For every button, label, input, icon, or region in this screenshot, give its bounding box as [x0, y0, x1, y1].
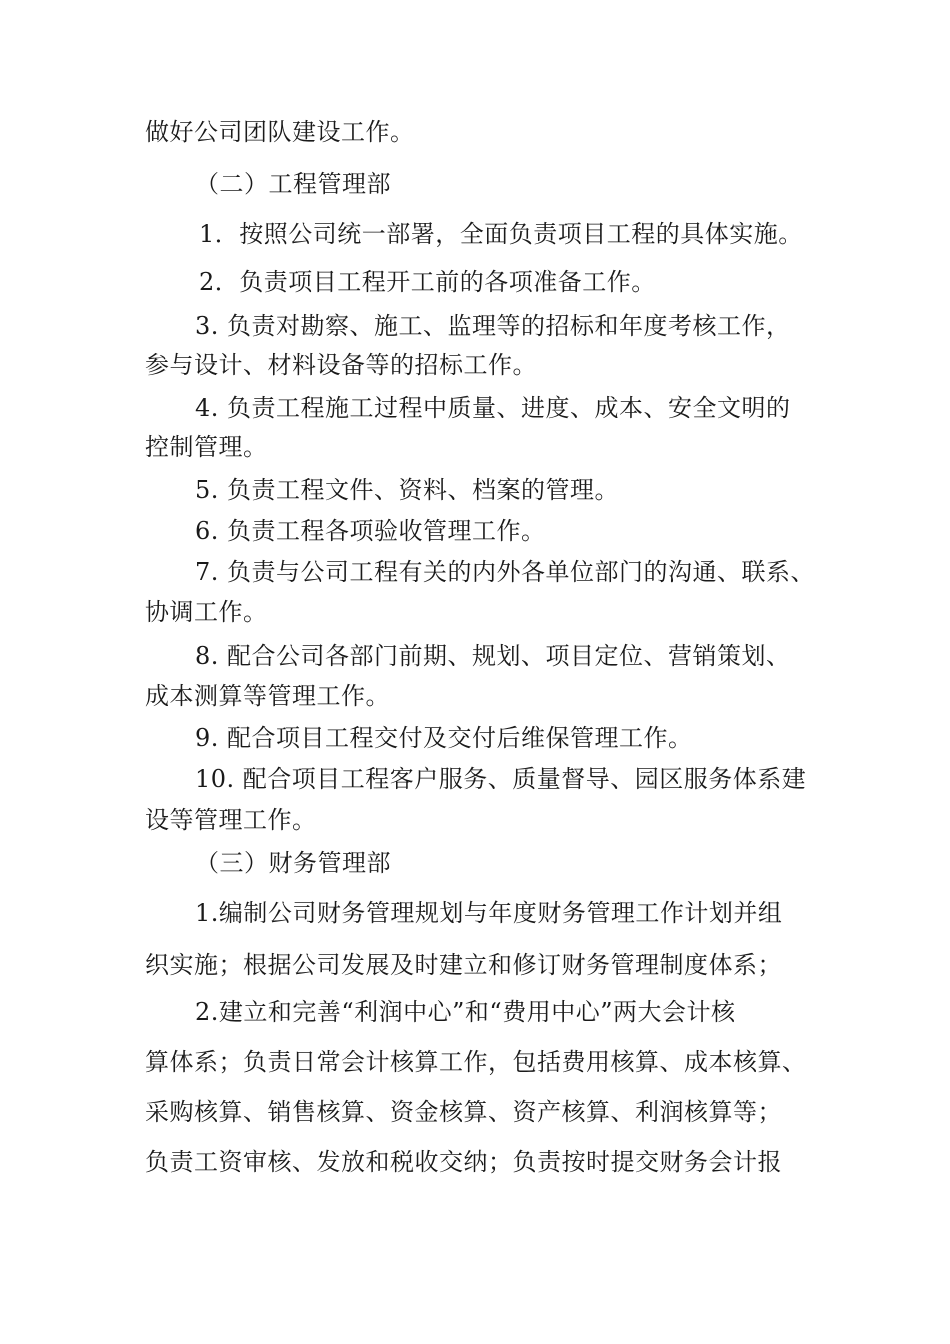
text-line: 1.编制公司财务管理规划与年度财务管理工作计划并组: [195, 899, 783, 927]
text-line: 8. 配合公司各部门前期、规划、项目定位、营销策划、: [195, 642, 791, 670]
text-line: 负责工资审核、发放和税收交纳；负责按时提交财务会计报: [145, 1148, 782, 1176]
text-line: 成本测算等管理工作。: [145, 682, 390, 710]
text-line: 织实施；根据公司发展及时建立和修订财务管理制度体系；: [145, 951, 782, 979]
text-line: 设等管理工作。: [145, 806, 317, 834]
text-line: 协调工作。: [145, 598, 268, 626]
text-line: 控制管理。: [145, 433, 268, 461]
section-heading: （二）工程管理部: [195, 170, 391, 198]
text-line: 6. 负责工程各项验收管理工作。: [195, 517, 546, 545]
text-line: 10. 配合项目工程客户服务、质量督导、园区服务体系建: [195, 765, 807, 793]
text-line: 7. 负责与公司工程有关的内外各单位部门的沟通、联系、: [195, 558, 816, 586]
text-line: 5. 负责工程文件、资料、档案的管理。: [195, 476, 620, 504]
text-line: 做好公司团队建设工作。: [145, 118, 415, 146]
section-heading: （三）财务管理部: [195, 849, 391, 877]
text-line: 算体系；负责日常会计核算工作，包括费用核算、成本核算、: [145, 1048, 807, 1076]
text-line: 参与设计、材料设备等的招标工作。: [145, 351, 537, 379]
text-line: 4. 负责工程施工过程中质量、进度、成本、安全文明的: [195, 394, 791, 422]
text-line: 1．按照公司统一部署，全面负责项目工程的具体实施。: [199, 220, 803, 248]
text-line: 采购核算、销售核算、资金核算、资产核算、利润核算等；: [145, 1098, 782, 1126]
text-line: 2.建立和完善“利润中心”和“费用中心”两大会计核: [195, 998, 736, 1026]
text-line: 9. 配合项目工程交付及交付后维保管理工作。: [195, 724, 693, 752]
text-line: 2．负责项目工程开工前的各项准备工作。: [199, 268, 656, 296]
text-line: 3. 负责对勘察、施工、监理等的招标和年度考核工作，: [195, 312, 791, 340]
